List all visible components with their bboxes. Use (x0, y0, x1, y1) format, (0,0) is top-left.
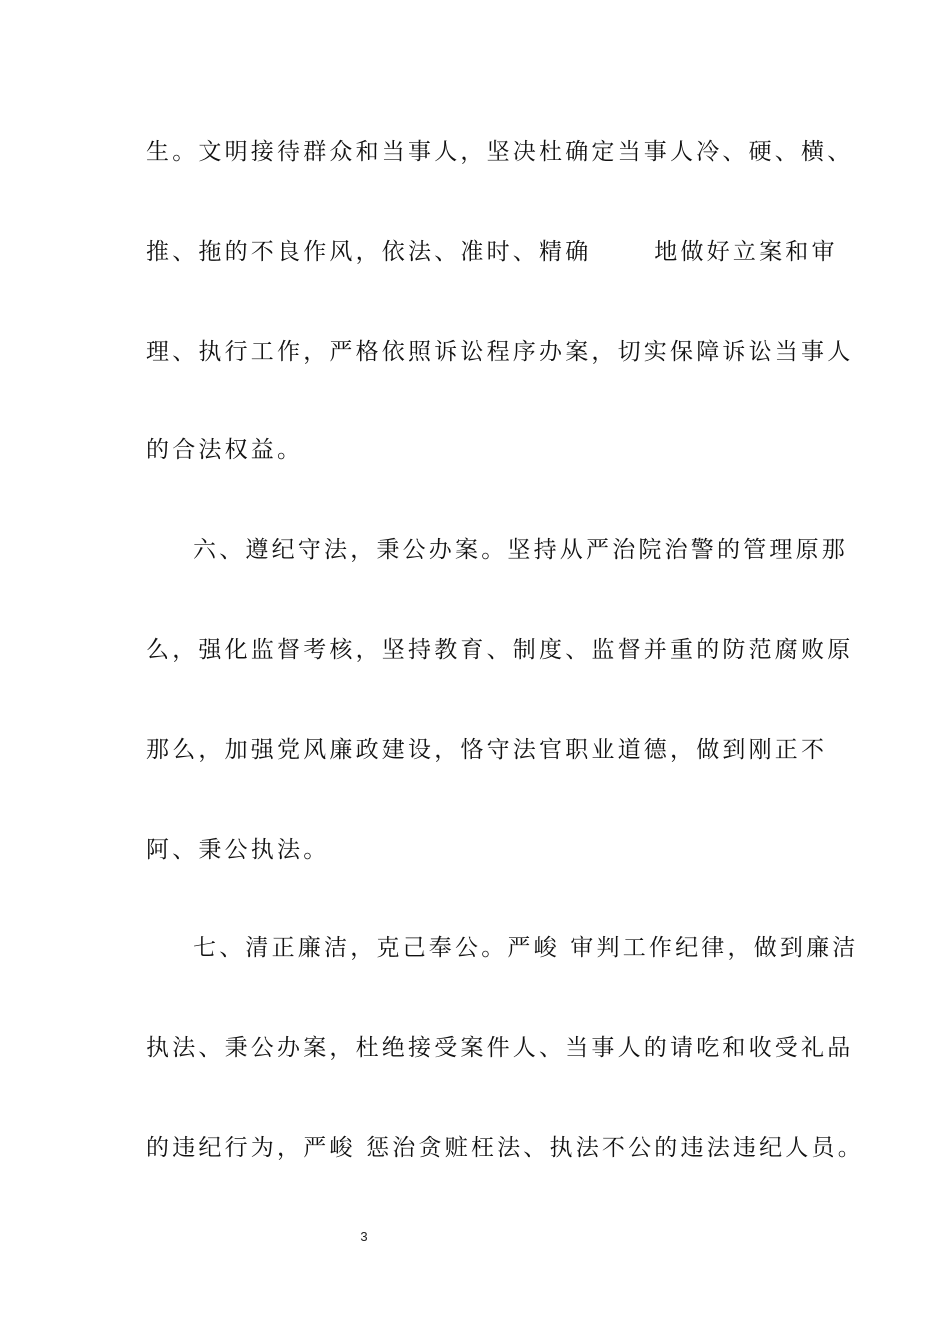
text-line: 么，强化监督考核，坚持教育、制度、监督并重的防范腐败原 (146, 637, 854, 663)
text-line: 生。文明接待群众和当事人，坚决杜确定当事人冷、硬、横、 (146, 139, 854, 165)
paragraph-seven-start: 七、清正廉洁，克己奉公。严峻 审判工作纪律，做到廉洁 (193, 935, 859, 961)
text-line: 那么，加强党风廉政建设，恪守法官职业道德，做到刚正不 (146, 737, 828, 763)
text-line: 执法、秉公办案，杜绝接受案件人、当事人的请吃和收受礼品 (146, 1035, 854, 1061)
text-line: 理、执行工作，严格依照诉讼程序办案，切实保障诉讼当事人 (146, 339, 854, 365)
paragraph-six-start: 六、遵纪守法，秉公办案。坚持从严治院治警的管理原那 (193, 537, 848, 563)
text-line: 推、拖的不良作风，依法、准时、精确 地做好立案和审 (146, 239, 838, 265)
text-line: 的违纪行为，严峻 惩治贪赃枉法、执法不公的违法违纪人员。 (146, 1135, 864, 1161)
text-line: 的合法权益。 (146, 437, 304, 463)
page-number: 3 (360, 1229, 368, 1244)
text-line: 阿、秉公执法。 (146, 837, 330, 863)
